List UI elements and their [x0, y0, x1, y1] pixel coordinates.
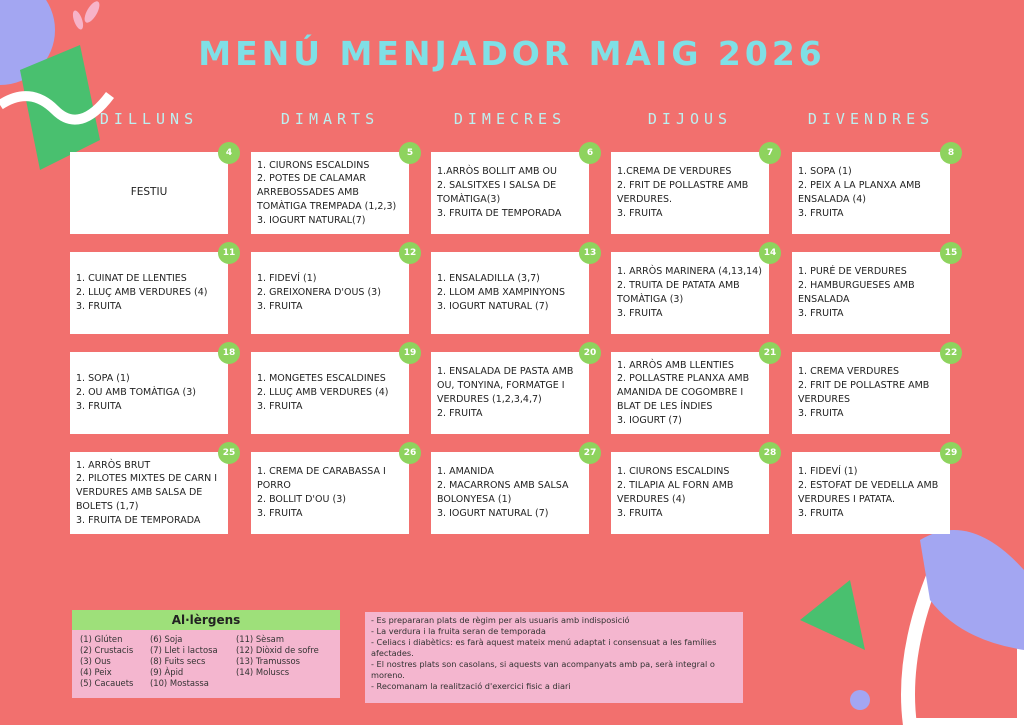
menu-item: 3. IOGURT NATURAL (7) [437, 300, 549, 312]
menu-item: 3. FRUITA [798, 207, 844, 219]
menu-item: 2. PEIX A LA PLANXA AMB ENSALADA (4) [798, 180, 921, 205]
menu-item: 2. ESTOFAT DE VEDELLA AMB VERDURES I PATATA. [798, 480, 939, 505]
menu-day-card [70, 152, 228, 234]
menu-day-card [792, 252, 950, 334]
date-badge: 29 [940, 442, 962, 464]
menu-item: 2. FRUITA [437, 407, 483, 419]
date-badge: 20 [579, 342, 601, 364]
menu-item: 1. CREMA DE CARABASSA I PORRO [257, 466, 386, 492]
day-header: DIMARTS [280, 110, 380, 128]
menu-item: 1. CIURONS ESCALDINS [257, 159, 370, 171]
menu-item: 3. FRUITA [617, 507, 663, 519]
menu-day-card [792, 152, 950, 234]
menu-item: 2. OU AMB TOMÀTIGA (3) [76, 387, 196, 399]
allergens-panel [72, 610, 340, 698]
menu-item: 2. SALSITXES I SALSA DE TOMÀTIGA(3) [437, 180, 557, 205]
date-badge: 12 [399, 242, 421, 264]
menu-item: 3. FRUITA [257, 400, 303, 412]
allergen-item: (3) Ous [80, 655, 111, 666]
allergen-item: (11) Sèsam [236, 634, 284, 644]
menu-item: 3. FRUITA [257, 507, 303, 519]
date-badge: 25 [218, 442, 240, 464]
menu-item: 3. FRUITA DE TEMPORADA [76, 514, 201, 526]
allergen-item: (9) Àpid [150, 666, 184, 677]
notes-panel [365, 612, 743, 703]
menu-item: 2. POTES DE CALAMAR ARREBOSSADES AMB TOMÀTIGA TREMPADA (1,2,3) [257, 173, 397, 212]
allergen-item: (6) Soja [150, 634, 183, 644]
menu-item: 1. AMANIDA [437, 466, 494, 478]
allergen-item: (12) Diòxid de sofre [236, 644, 319, 655]
menu-item: 3. FRUITA [617, 307, 663, 319]
menu-item: FESTIU [130, 186, 168, 199]
menu-item: 1. ENSALADA DE PASTA AMB OU, TONYINA, FORMATGE I VERDURES (1,2,3,4,7) [437, 366, 574, 405]
menu-day-card [251, 352, 409, 434]
date-badge: 18 [218, 342, 240, 364]
allergen-item: (1) Glúten [80, 634, 123, 644]
menu-item: 2. MACARRONS AMB SALSA BOLONYESA (1) [437, 480, 569, 505]
menu-item: 2. LLUÇ AMB VERDURES (4) [76, 287, 208, 299]
menu-item: 3. FRUITA [257, 300, 303, 312]
date-badge: 28 [759, 442, 781, 464]
menu-item: 1.CREMA DE VERDURES [617, 166, 732, 178]
menu-item: 1. SOPA (1) [798, 166, 852, 178]
date-badge: 14 [759, 242, 781, 264]
date-badge: 7 [759, 142, 781, 164]
menu-item: 3. FRUITA [76, 400, 122, 412]
menu-item: 2. TILAPIA AL FORN AMB VERDURES (4) [617, 480, 734, 505]
menu-item: 2. LLOM AMB XAMPINYONS [437, 287, 565, 299]
menu-item: 1. CUINAT DE LLENTIES [76, 273, 187, 285]
menu-item: 1. FIDEVÍ (1) [257, 273, 317, 285]
menu-item: 2. BOLLIT D'OU (3) [257, 494, 346, 505]
menu-day-card [251, 152, 409, 234]
date-badge: 6 [579, 142, 601, 164]
menu-item: 3. FRUITA DE TEMPORADA [437, 207, 562, 219]
menu-item: 2. TRUITA DE PATATA AMB TOMÀTIGA (3) [617, 280, 740, 305]
menu-day-card [611, 452, 769, 534]
menu-item: 1. FIDEVÍ (1) [798, 466, 858, 478]
allergen-item: (7) Llet i lactosa [150, 644, 218, 655]
menu-item: 3. FRUITA [798, 307, 844, 319]
allergen-item: (10) Mostassa [150, 677, 209, 688]
menu-item: 3. IOGURT (7) [617, 414, 682, 426]
menu-item: 3. IOGURT NATURAL(7) [257, 214, 366, 226]
menu-item: 2. FRIT DE POLLASTRE AMB VERDURES. [617, 180, 749, 205]
date-badge: 19 [399, 342, 421, 364]
note-item: - Es prepararan plats de règim per als usuaris amb indisposició [371, 615, 630, 625]
note-item: - Recomanam la realització d'exercici fisic a diari [371, 681, 571, 692]
menu-item: 1. CIURONS ESCALDINS [617, 466, 730, 478]
date-badge: 11 [218, 242, 240, 264]
date-badge: 26 [399, 442, 421, 464]
date-badge: 8 [940, 142, 962, 164]
day-header: DILLUNS [99, 110, 199, 128]
menu-item: 3. IOGURT NATURAL (7) [437, 507, 549, 519]
menu-day-card [611, 252, 769, 334]
note-item: - Celiacs i diabètics: es farà aquest mateix menú adaptat i consensuat a les famílies afectades. [371, 637, 717, 659]
menu-day-card [251, 452, 409, 534]
menu-day-card [431, 352, 589, 434]
allergen-item: (4) Peix [80, 666, 112, 677]
menu-item: 3. FRUITA [798, 507, 844, 519]
note-item: - La verdura i la fruita seran de temporada [371, 626, 546, 637]
menu-day-card [70, 252, 228, 334]
date-badge: 15 [940, 242, 962, 264]
allergen-item: (2) Crustacis [80, 644, 134, 655]
menu-day-card [70, 452, 228, 534]
allergen-column [80, 634, 150, 689]
menu-item: 2. GREIXONERA D'OUS (3) [257, 287, 381, 299]
menu-item: 2. PILOTES MIXTES DE CARN I VERDURES AMB SALSA DE BOLETS (1,7) [76, 473, 218, 512]
menu-item: 1. ARRÒS MARINERA (4,13,14) [617, 266, 762, 278]
allergen-item: (14) Moluscs [236, 666, 290, 677]
menu-item: 2. POLLASTRE PLANXA AMB AMANIDA DE COGOMBRE I BLAT DE LES ÍNDIES [617, 373, 750, 412]
menu-day-card [251, 252, 409, 334]
menu-item: 3. FRUITA [76, 300, 122, 312]
menu-item: 2. FRIT DE POLLASTRE AMB VERDURES [798, 380, 930, 405]
allergen-item: (8) Fuits secs [150, 655, 206, 666]
menu-item: 1. PURÉ DE VERDURES [798, 266, 907, 278]
menu-item: 2. HAMBURGUESES AMB ENSALADA [798, 280, 915, 305]
allergen-column [150, 634, 236, 689]
allergen-column [236, 634, 336, 689]
menu-item: 3. FRUITA [617, 207, 663, 219]
allergens-title: Al·lèrgens [72, 610, 340, 630]
date-badge: 21 [759, 342, 781, 364]
menu-day-card [611, 352, 769, 434]
menu-item: 1. ENSALADILLA (3,7) [437, 273, 540, 285]
menu-item: 3. FRUITA [798, 407, 844, 419]
date-badge: 4 [218, 142, 240, 164]
menu-item: 1. ARRÒS AMB LLENTIES [617, 359, 734, 371]
date-badge: 22 [940, 342, 962, 364]
allergen-item: (5) Cacauets [80, 677, 134, 688]
menu-item: 1. SOPA (1) [76, 373, 130, 385]
menu-day-card [611, 152, 769, 234]
menu-day-card [431, 452, 589, 534]
date-badge: 13 [579, 242, 601, 264]
menu-item: 1.ARRÒS BOLLIT AMB OU [437, 166, 557, 178]
menu-day-card [792, 452, 950, 534]
menu-item: 2. LLUÇ AMB VERDURES (4) [257, 387, 389, 399]
menu-day-card [431, 252, 589, 334]
menu-item: 1. CREMA VERDURES [798, 366, 900, 378]
date-badge: 27 [579, 442, 601, 464]
day-header: DIVENDRES [807, 110, 935, 128]
note-item: - El nostres plats son casolans, si aquests van acompanyats amb pa, serà integral o moreno. [371, 659, 715, 681]
menu-day-card [431, 152, 589, 234]
menu-day-card [792, 352, 950, 434]
day-header: DIMECRES [453, 110, 567, 128]
day-header: DIJOUS [647, 110, 733, 128]
date-badge: 5 [399, 142, 421, 164]
page-title: MENÚ MENJADOR MAIG 2026 [198, 34, 826, 73]
menu-item: 1. ARRÒS BRUT [76, 459, 151, 471]
allergen-item: (13) Tramussos [236, 655, 300, 666]
menu-day-card [70, 352, 228, 434]
menu-item: 1. MONGETES ESCALDINES [257, 373, 386, 385]
